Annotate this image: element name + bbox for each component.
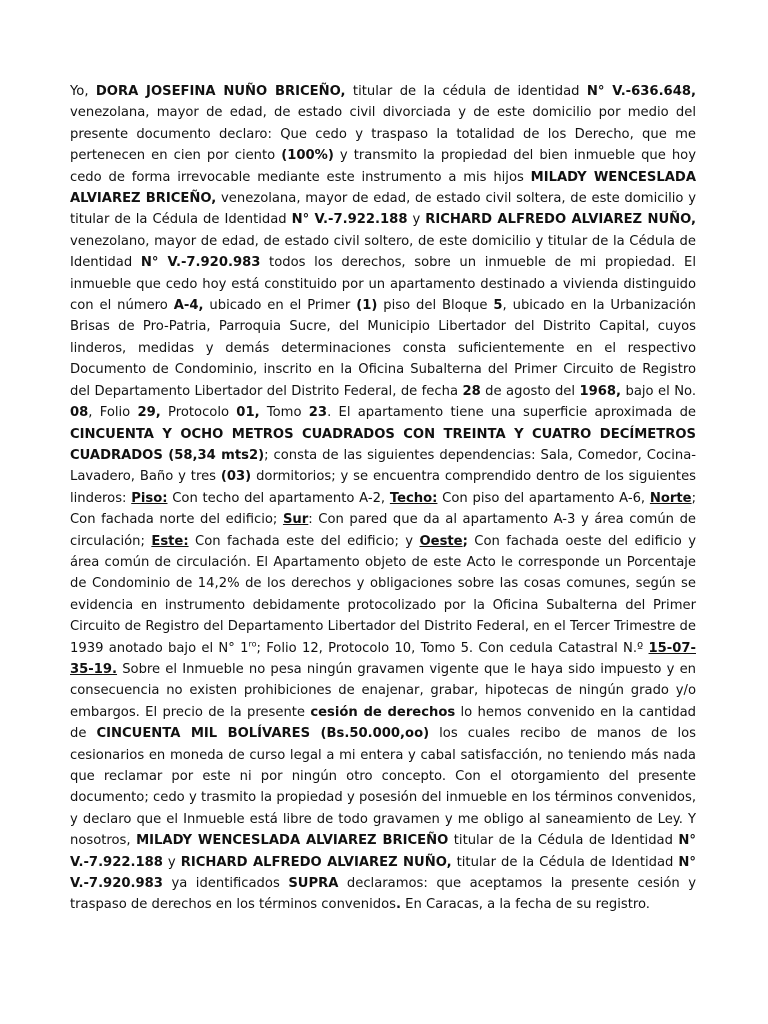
text-segment: N° V.-636.648, — [586, 84, 696, 99]
text-segment: Con techo del apartamento A-2, — [167, 490, 390, 506]
text-segment: . — [395, 897, 401, 913]
text-segment: A-4, — [173, 298, 204, 314]
text-segment: (1) — [356, 298, 378, 314]
text-segment: titular de la Cédula de Identidad — [451, 854, 679, 870]
text-segment: Yo, — [70, 84, 96, 99]
text-segment: MILADY WENCESLADA ALVIAREZ BRICEÑO — [136, 833, 449, 849]
text-segment: ubicado en el Primer — [203, 298, 357, 314]
text-segment: : Con pared que da al apartamento A-3 y área común de circulación; — [70, 512, 696, 549]
text-segment: Con fachada oeste del edificio y área común de circulación. El Apartamento objeto de este Acto le corresponde un Porcentaje de Condominio de 14,2% de los derechos y obligaciones sobre las cosas comunes, según se evidencia en instrumento debidamente protocolizado por la Oficina Subalterna del Primer Circuito de Registro del Departamento Libertador del Distrito Federal, en el Tercer Trimestre de 1939 anotado bajo el N° 1 — [70, 533, 696, 656]
text-segment: En Caracas, a la fecha de su registro. — [400, 897, 650, 913]
text-segment: (03) — [220, 469, 252, 485]
text-segment: N° V.-7.922.188 — [291, 212, 408, 228]
text-segment: y transmito la propiedad del bien inmueble que hoy cedo de forma irrevocable mediante este instrumento a mis hijos — [70, 148, 696, 185]
text-segment: venezolana, mayor de edad, de estado civil soltera, de este domicilio y titular de la Cédula de Identidad — [70, 191, 696, 228]
text-segment: N° V.-7.922.188 — [70, 833, 696, 870]
document-body — [70, 81, 696, 916]
text-segment: SUPRA — [288, 876, 339, 892]
text-segment: lo hemos convenido en la cantidad de — [70, 704, 696, 742]
text-segment: 1968, — [579, 383, 622, 399]
text-segment: Sur — [282, 512, 309, 528]
text-segment: declaramos: que aceptamos la presente cesión y traspaso de derechos en los términos convenidos — [70, 876, 696, 913]
text-segment: 29, — [137, 405, 161, 421]
text-segment: Protocolo — [160, 405, 237, 421]
text-segment: Techo: — [389, 490, 438, 506]
text-segment: ; Folio 12, Protocolo 10, Tomo 5. Con cedula Catastral N.º — [256, 640, 649, 656]
ordinal-superscript: ro — [248, 639, 257, 649]
text-segment: N° V.-7.920.983 — [140, 255, 261, 271]
text-segment: titular de la Cédula de Identidad — [448, 833, 679, 849]
text-segment: . El apartamento tiene una superficie aproximada de — [327, 405, 696, 421]
text-segment: MILADY WENCESLADA ALVIAREZ BRICEÑO, — [70, 169, 696, 207]
text-segment: DORA JOSEFINA NUÑO BRICEÑO, — [95, 84, 346, 99]
text-segment: piso del Bloque — [377, 298, 494, 314]
text-segment: , Folio — [88, 405, 138, 421]
text-segment: y — [407, 212, 426, 228]
text-segment: Piso: — [131, 490, 168, 506]
text-segment: RICHARD ALFREDO ALVIAREZ NUÑO, — [180, 854, 452, 870]
text-segment: Sobre el Inmueble no pesa ningún gravamen vigente que le haya sido impuesto y en consecuencia no existen prohibiciones de enajenar, grabar, hipotecas de ningún grado y/o embargos. El precio de la presente — [70, 661, 696, 720]
text-segment: Con fachada este del edificio; y — [188, 533, 420, 549]
text-segment: dormitorios; y se encuentra comprendido dentro de los siguientes linderos: — [70, 469, 697, 506]
text-segment: bajo el No. — [621, 383, 697, 399]
text-segment: Con piso del apartamento A-6, — [437, 490, 650, 506]
text-segment: titular de la cédula de identidad — [345, 84, 587, 99]
text-segment: CINCUENTA Y OCHO METROS CUADRADOS CON TREINTA Y CUATRO DECÍMETROS CUADRADOS (58,34 mts2) — [70, 426, 696, 463]
text-segment: ; — [462, 533, 468, 549]
text-segment: Tomo — [259, 405, 309, 421]
text-segment: 08 — [70, 405, 89, 421]
text-segment: CINCUENTA MIL BOLÍVARES (Bs.50.000,oo) — [96, 726, 430, 742]
text-segment: cesión de derechos — [310, 704, 456, 720]
text-segment: 01, — [236, 405, 260, 421]
text-segment: N° V.-7.920.983 — [70, 854, 696, 892]
text-segment: Norte — [649, 490, 692, 506]
text-segment: , ubicado en la Urbanización Brisas de Pro-Patria, Parroquia Sucre, del Municipio Libertador del Distrito Capital, cuyos linderos, medidas y demás determinaciones consta suficientemente en el respectivo Documento de Condominio, inscrito en la Oficina Subalterna del Primer Circuito de Registro del Departamento Libertador del Distrito Federal, de fecha — [70, 298, 697, 399]
text-segment: 5 — [493, 298, 503, 314]
text-segment: 15-07-35-19. — [70, 640, 696, 677]
text-segment: 28 — [462, 383, 481, 399]
text-segment: Este: — [151, 533, 189, 549]
text-segment: venezolano, mayor de edad, de estado civil soltero, de este domicilio y titular de la Cédula de Identidad — [70, 233, 696, 271]
text-segment: ; consta de las siguientes dependencias: Sala, Comedor, Cocina-Lavadero, Baño y tres — [70, 447, 696, 485]
text-segment: Oeste — [419, 533, 463, 549]
text-segment: 23 — [308, 405, 328, 421]
text-segment: los cuales recibo de manos de los cesionarios en moneda de curso legal a mi entera y cabal satisfacción, no teniendo más nada que reclamar por este ni por ningún otro concepto. Con el otorgamiento del presente documento; cedo y trasmito la propiedad y posesión del inmueble en los términos convenidos, y declaro que el Inmueble está libre de todo gravamen y me obligo al saneamiento de Ley. Y nosotros, — [70, 726, 697, 849]
text-segment: RICHARD ALFREDO ALVIAREZ NUÑO, — [425, 212, 696, 228]
text-segment: ya identificados — [162, 876, 289, 892]
text-segment: de agosto del — [480, 383, 580, 399]
text-segment: venezolana, mayor de edad, de estado civil divorciada y de este domicilio por medio del presente documento declaro: Que cedo y traspaso la totalidad de los Derecho, que me pertenecen en cien por ciento — [70, 105, 696, 164]
text-segment: todos los derechos, sobre un inmueble de mi propiedad. El inmueble que cedo hoy está constituido por un apartamento destinado a vivienda distinguido con el número — [70, 255, 696, 314]
text-segment: y — [162, 854, 181, 870]
text-segment: ; Con fachada norte del edificio; — [70, 490, 697, 528]
text-segment: (100%) — [281, 148, 334, 164]
